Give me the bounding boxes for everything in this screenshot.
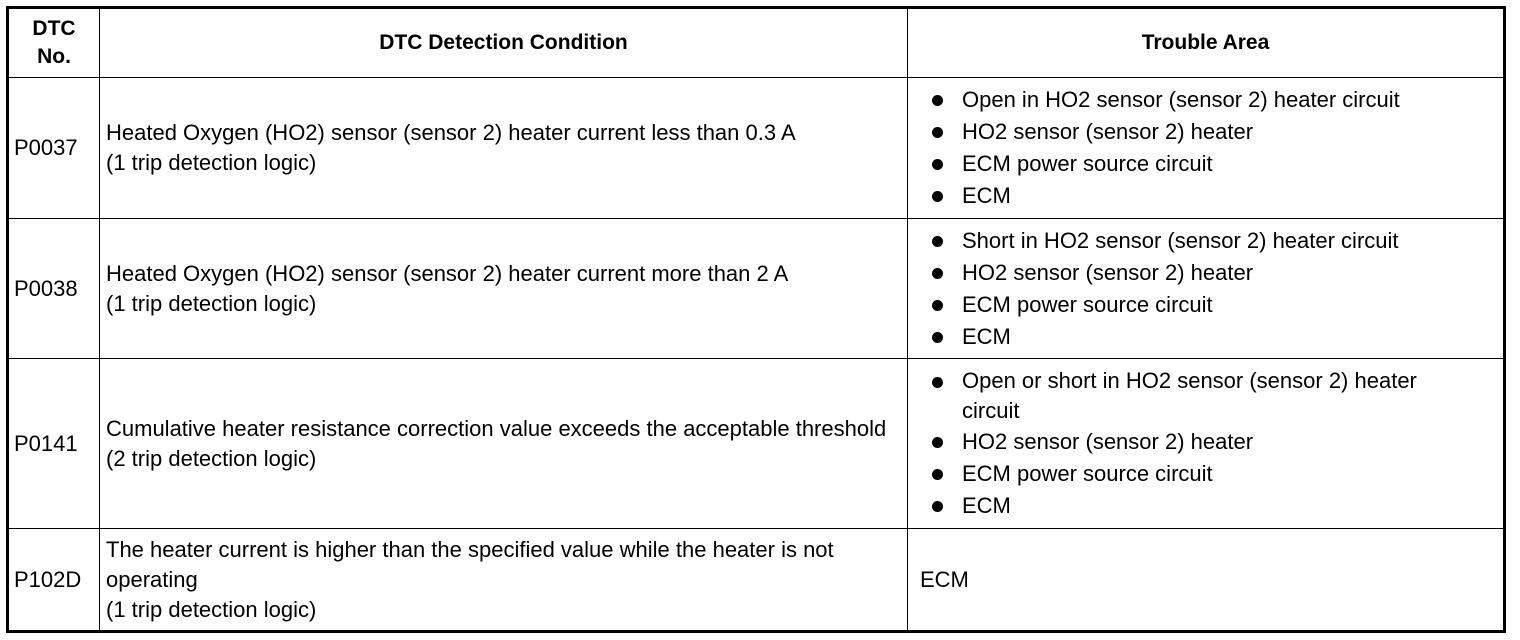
table-row: [8, 219, 1505, 359]
bullet-icon: [932, 236, 943, 247]
condition-text: Heated Oxygen (HO2) sensor (sensor 2) heater current more than 2 A: [106, 260, 789, 286]
trouble-area: [908, 359, 1505, 529]
list-item: ECM: [914, 180, 1497, 212]
list-item: ECM power source circuit: [914, 458, 1497, 490]
list-item: HO2 sensor (sensor 2) heater: [914, 426, 1497, 458]
trouble-area-list: [914, 223, 1497, 355]
dtc-code: P0038: [8, 219, 100, 359]
dtc-code: P0141: [8, 359, 100, 529]
dtc-table: [6, 6, 1506, 633]
trouble-area-text: ECM: [920, 566, 969, 592]
bullet-icon: [932, 159, 943, 170]
dtc-code: P102D: [8, 529, 100, 632]
bullet-icon: [932, 268, 943, 279]
detection-condition: [100, 529, 908, 632]
bullet-icon: [932, 469, 943, 480]
condition-logic: (1 trip detection logic): [106, 290, 317, 316]
detection-condition: [100, 359, 908, 529]
dtc-code: P0037: [8, 78, 100, 219]
bullet-icon: [932, 191, 943, 202]
trouble-area-list: [914, 82, 1497, 214]
trouble-area-list: [914, 364, 1497, 524]
bullet-icon: [932, 332, 943, 343]
list-item: ECM: [914, 490, 1497, 522]
list-item: Open in HO2 sensor (sensor 2) heater circuit: [914, 84, 1497, 116]
list-item: ECM power source circuit: [914, 289, 1497, 321]
detection-condition: [100, 78, 908, 219]
condition-text: Cumulative heater resistance correction value exceeds the acceptable threshold: [106, 415, 887, 441]
header-row: [8, 8, 1505, 78]
list-item: HO2 sensor (sensor 2) heater: [914, 116, 1497, 148]
bullet-icon: [932, 127, 943, 138]
condition-text: The heater current is higher than the specified value while the heater is not operating: [106, 536, 834, 592]
bullet-icon: [932, 300, 943, 311]
table-row: [8, 529, 1505, 632]
bullet-icon: [932, 437, 943, 448]
table-row: [8, 78, 1505, 219]
header-dtc-no: DTC No.: [8, 8, 100, 78]
trouble-area: [908, 219, 1505, 359]
header-trouble-area: Trouble Area: [908, 8, 1505, 78]
bullet-icon: [932, 377, 943, 388]
list-item: ECM: [914, 321, 1497, 353]
condition-logic: (1 trip detection logic): [106, 596, 317, 622]
list-item: HO2 sensor (sensor 2) heater: [914, 257, 1497, 289]
trouble-area: [908, 529, 1505, 632]
header-detection-condition: DTC Detection Condition: [100, 8, 908, 78]
detection-condition: [100, 219, 908, 359]
condition-text: Heated Oxygen (HO2) sensor (sensor 2) heater current less than 0.3 A: [106, 120, 796, 145]
bullet-icon: [932, 501, 943, 512]
table-row: [8, 359, 1505, 529]
list-item: Open or short in HO2 sensor (sensor 2) heater circuit: [914, 366, 1422, 426]
bullet-icon: [932, 95, 943, 106]
list-item: ECM power source circuit: [914, 148, 1497, 180]
list-item: Short in HO2 sensor (sensor 2) heater circuit: [914, 225, 1497, 257]
condition-logic: (2 trip detection logic): [106, 445, 317, 471]
condition-logic: (1 trip detection logic): [106, 150, 317, 175]
trouble-area: [908, 78, 1505, 219]
